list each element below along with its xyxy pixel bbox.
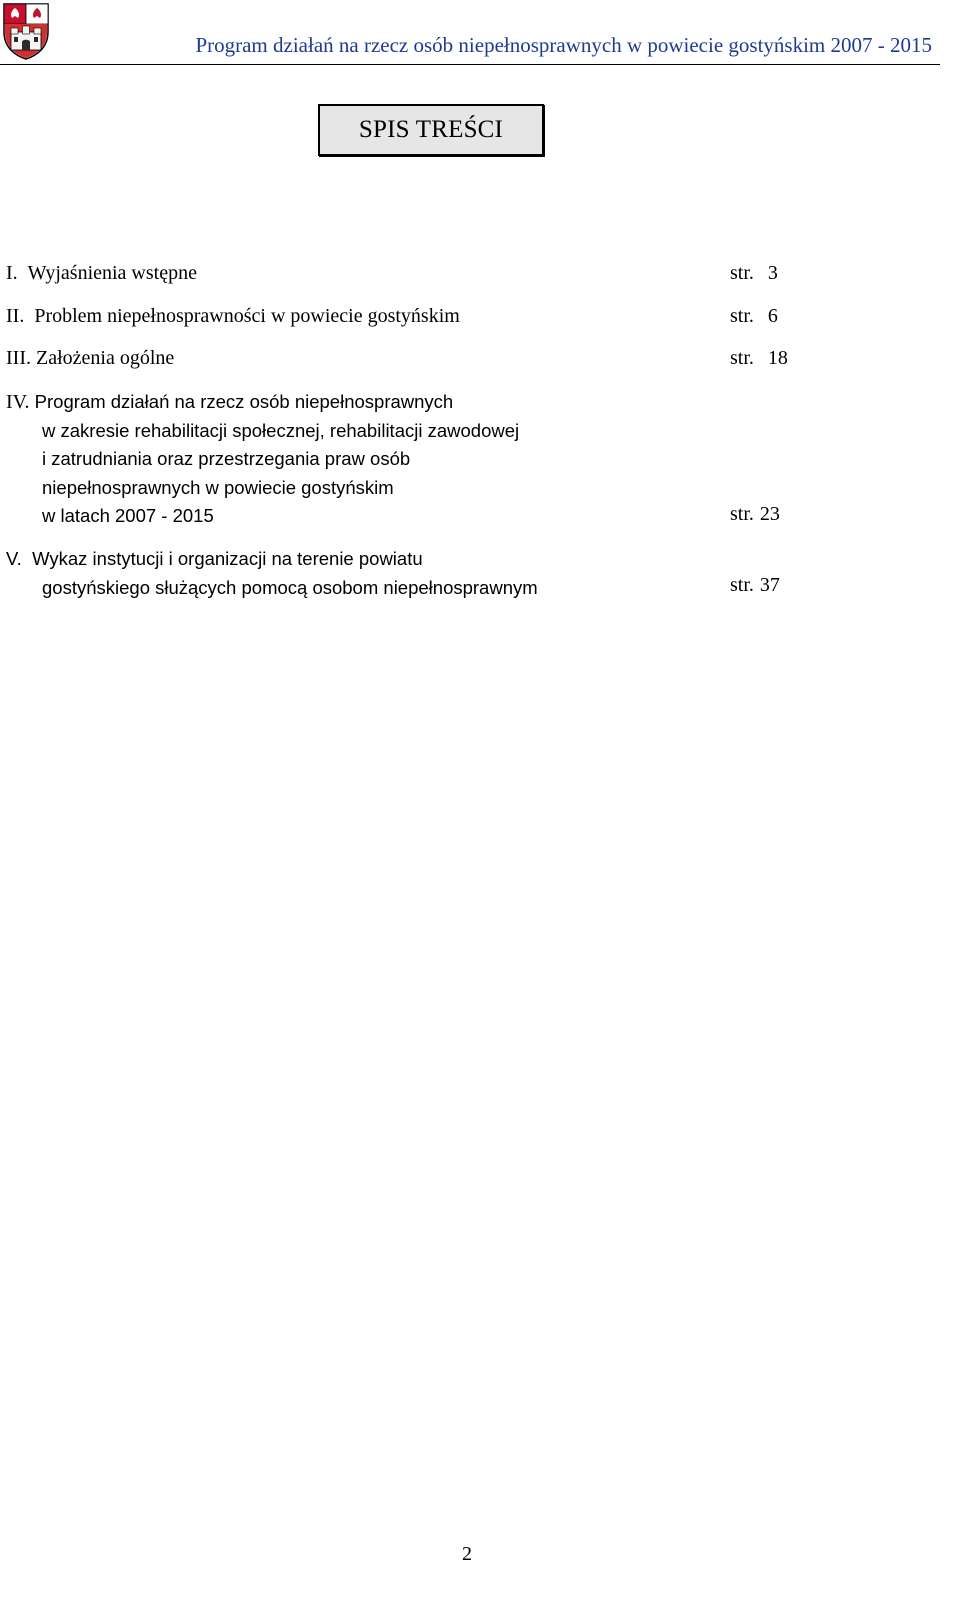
document-title: Program działań na rzecz osób niepełnosprawnych w powiecie gostyńskim 2007 - 2015	[195, 33, 932, 57]
page-number-ref: 23	[759, 503, 780, 525]
page-number-ref: 6	[767, 305, 778, 327]
toc-entry-title: Wykaz instytucji i organizacji na terenie powiatu	[32, 548, 423, 569]
coat-of-arms-icon	[2, 2, 50, 60]
toc-entry-numeral: II.	[6, 305, 25, 327]
toc-entry-5[interactable]	[6, 545, 538, 602]
toc-entry-2-page	[730, 305, 778, 328]
page-number: 2	[462, 1543, 472, 1565]
toc-entry-5-page	[730, 574, 780, 597]
toc-entry-title: Problem niepełnosprawności w powiecie gostyńskim	[34, 305, 460, 327]
toc-entry-title: Wyjaśnienia wstępne	[27, 262, 197, 284]
toc-entry-numeral: IV.	[6, 391, 30, 413]
page-number-ref: 18	[767, 347, 788, 369]
page-number-ref: 37	[759, 574, 780, 596]
toc-entry-4-page	[730, 503, 780, 526]
toc-entry-4[interactable]	[6, 388, 519, 531]
toc-entry-3[interactable]	[6, 347, 174, 370]
page-header	[0, 0, 940, 65]
page-label: str.	[730, 503, 754, 525]
page-label: str.	[730, 262, 754, 284]
toc-entry-title: Program działań na rzecz osób niepełnosprawnych	[34, 391, 454, 412]
toc-entry-numeral: III.	[6, 347, 31, 369]
toc-entry-line	[6, 545, 538, 574]
toc-entry-title: Założenia ogólne	[35, 347, 175, 369]
toc-entry-line	[6, 388, 519, 417]
toc-entry-numeral: I.	[6, 262, 18, 284]
page-label: str.	[730, 305, 754, 327]
toc-entry-line: gostyńskiego służących pomocą osobom niepełnosprawnym	[42, 576, 538, 598]
page-label: str.	[730, 347, 754, 369]
toc-entry-3-page	[730, 347, 788, 370]
toc-entry-line: i zatrudniania oraz przestrzegania praw osób	[42, 448, 411, 469]
toc-entry-line: w zakresie rehabilitacji społecznej, rehabilitacji zawodowej	[42, 419, 520, 441]
toc-heading-box	[318, 104, 544, 156]
toc-entry-line: niepełnosprawnych w powiecie gostyńskim	[42, 476, 394, 498]
toc-entry-1-page	[730, 262, 778, 285]
page-label: str.	[730, 574, 754, 596]
toc-entry-numeral: V.	[6, 548, 22, 569]
toc-entry-line: w latach 2007 - 2015	[42, 505, 214, 526]
page-number-ref: 3	[767, 262, 778, 284]
toc-entry-1[interactable]	[6, 262, 197, 285]
toc-entry-2[interactable]	[6, 305, 460, 328]
toc-heading: SPIS TREŚCI	[358, 116, 504, 143]
